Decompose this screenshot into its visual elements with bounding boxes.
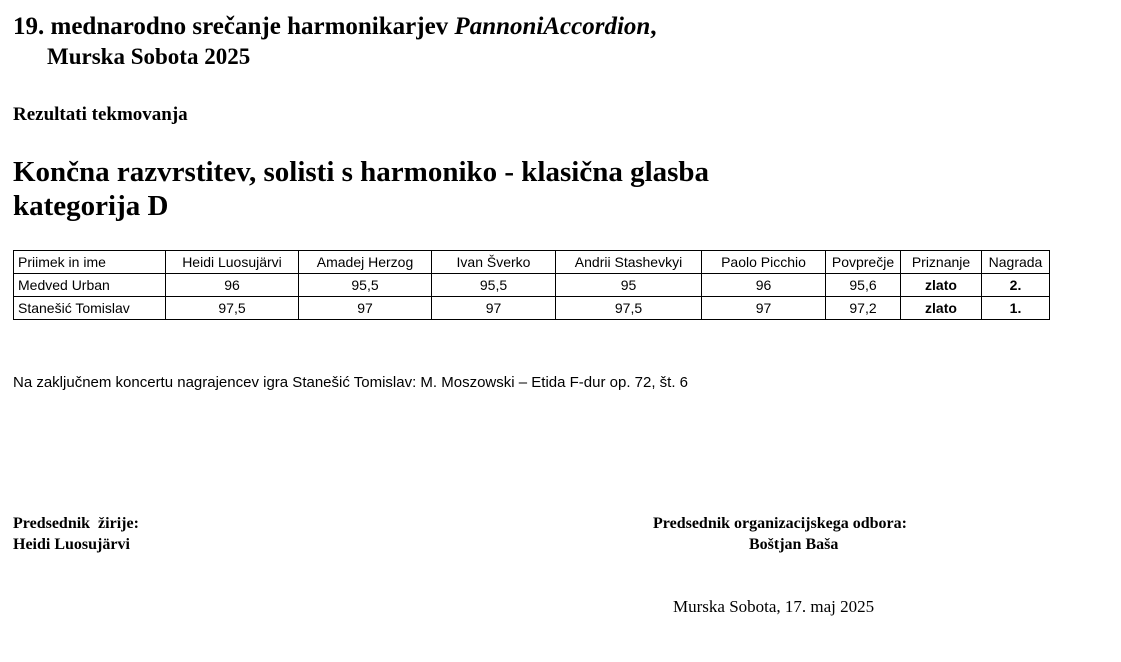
place-and-date: Murska Sobota, 17. maj 2025: [673, 597, 875, 616]
concert-note: Na zaključnem koncertu nagrajencev igra Stanešić Tomislav: M. Moszowski – Etida F-dur op. 72, št. 6: [13, 374, 689, 391]
column-header: Heidi Luosujärvi: [166, 251, 299, 274]
score-cell: 95,5: [299, 274, 432, 297]
column-header: Andrii Stashevkyi: [556, 251, 702, 274]
ranking-title-line2: kategorija D: [13, 190, 169, 222]
recognition-cell: zlato: [901, 297, 982, 320]
ranking-title: [13, 155, 709, 223]
title-prefix: 19. mednarodno srečanje harmonikarjev: [13, 13, 455, 40]
table-header-row: [14, 251, 1050, 274]
column-header: Paolo Picchio: [702, 251, 826, 274]
document-title: [13, 13, 657, 41]
score-cell: 97,5: [166, 297, 299, 320]
column-header: Priznanje: [901, 251, 982, 274]
score-cell: 97: [432, 297, 556, 320]
column-header: Nagrada: [982, 251, 1050, 274]
score-cell: 97,5: [556, 297, 702, 320]
org-name: Boštjan Baša: [749, 536, 839, 553]
org-label: Predsednik organizacijskega odbora:: [653, 515, 907, 532]
score-cell: 96: [166, 274, 299, 297]
award-cell: 2.: [982, 274, 1050, 297]
score-cell: 97: [299, 297, 432, 320]
results-heading: Rezultati tekmovanja: [13, 104, 188, 125]
results-table: [13, 250, 1050, 320]
column-header: Ivan Šverko: [432, 251, 556, 274]
average-cell: 97,2: [826, 297, 901, 320]
document-subtitle: Murska Sobota 2025: [47, 44, 251, 69]
column-header: Povprečje: [826, 251, 901, 274]
event-name: PannoniAccordion: [454, 13, 651, 40]
column-header: Amadej Herzog: [299, 251, 432, 274]
average-cell: 95,6: [826, 274, 901, 297]
org-signature-block: [653, 513, 907, 555]
jury-label: Predsednik žirije:: [13, 515, 139, 532]
award-cell: 1.: [982, 297, 1050, 320]
score-cell: 95,5: [432, 274, 556, 297]
ranking-title-line1: Končna razvrstitev, solisti s harmoniko - klasična glasba: [13, 156, 710, 188]
jury-name: Heidi Luosujärvi: [13, 536, 130, 553]
table-row: [14, 274, 1050, 297]
table-row: [14, 297, 1050, 320]
title-suffix: ,: [650, 13, 657, 40]
contestant-name: Stanešić Tomislav: [14, 297, 166, 320]
score-cell: 96: [702, 274, 826, 297]
score-cell: 97: [702, 297, 826, 320]
contestant-name: Medved Urban: [14, 274, 166, 297]
jury-signature-block: [13, 513, 139, 555]
score-cell: 95: [556, 274, 702, 297]
column-header: Priimek in ime: [14, 251, 166, 274]
recognition-cell: zlato: [901, 274, 982, 297]
